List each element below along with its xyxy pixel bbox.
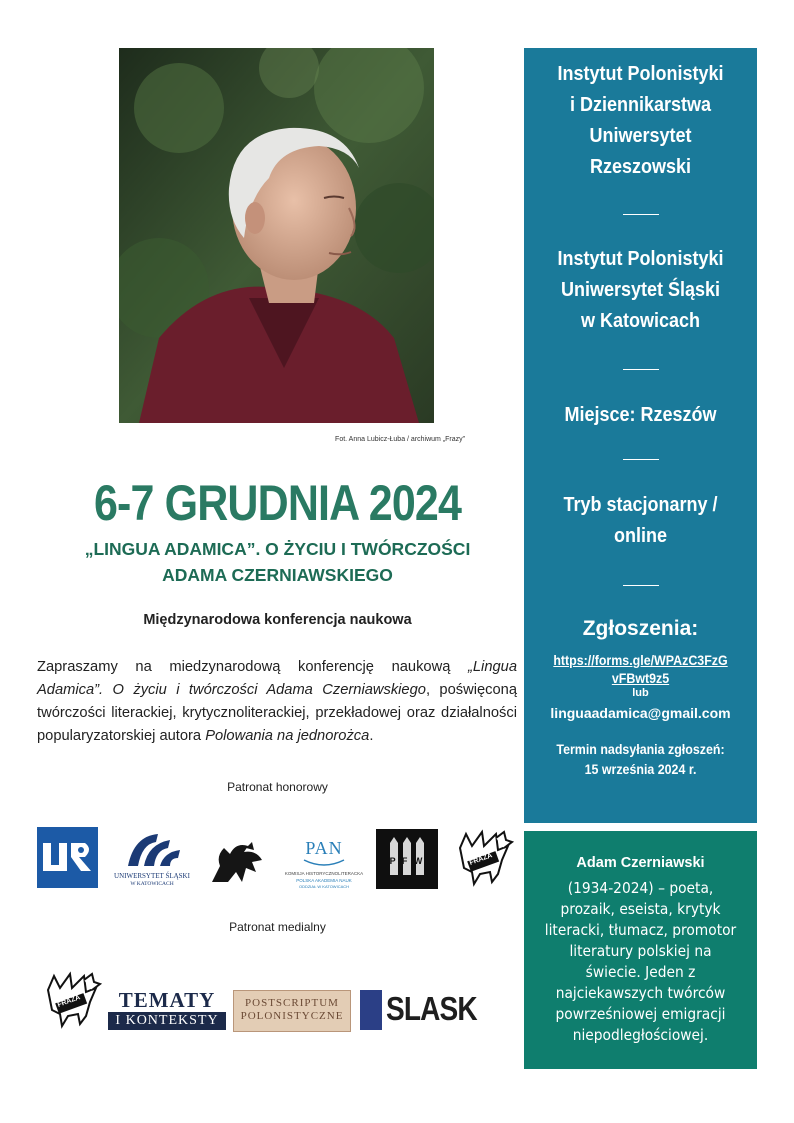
fraza-logo-text: FRAZA [56, 994, 82, 1009]
registration-heading: Zgłoszenia: [582, 617, 699, 640]
institute-rzeszow-line3: Uniwersytet [589, 125, 692, 147]
deadline-date: 15 września 2024 r. [584, 762, 697, 777]
attendance-mode [536, 490, 746, 552]
bio-name: Adam Czerniawski [576, 855, 705, 871]
portrait-illustration [119, 48, 434, 423]
attendance-mode-line1: Tryb stacjonarny / [563, 494, 718, 516]
griffin-logo [206, 838, 268, 888]
intro-paragraph [37, 656, 517, 748]
tematy-logo-line2: I KONTEKSTY [115, 1013, 219, 1028]
pan-logo-sub1: KOMISJA HISTORYCZNOLITERACKA [284, 871, 364, 876]
tematy-i-konteksty-logo [108, 988, 226, 1032]
ur-logo [37, 827, 98, 888]
deadline-label: Termin nadsyłania zgłoszeń: [556, 742, 725, 757]
venue: Miejsce: Rzeszów [564, 404, 717, 426]
pan-logo [280, 838, 368, 893]
intro-text-3: . [369, 728, 374, 744]
postscriptum-logo [233, 990, 351, 1032]
intro-title: „Lingua Adamica”. O życiu i twórczości Adama Czerniawskiego [37, 659, 517, 698]
divider [623, 585, 659, 586]
registration-link-line1[interactable]: https://forms.gle/WPAzC3FzG [553, 653, 728, 668]
bio-panel [524, 831, 757, 1069]
event-title-line1: „LINGUA ADAMICA”. O ŻYCIU I TWÓRCZOŚCI [84, 539, 471, 559]
event-subtitle: Międzynarodowa konferencja naukowa [143, 612, 412, 628]
institute-katowice-line3: w Katowicach [580, 310, 701, 332]
divider [623, 214, 659, 215]
intro-book-title: Polowania na jednorożca [205, 728, 370, 744]
registration-email[interactable]: linguaadamica@gmail.com [550, 705, 731, 721]
honorary-patronage-label: Patronat honorowy [227, 780, 328, 794]
registration-or: lub [632, 687, 649, 699]
pan-logo-title: PAN [305, 838, 343, 858]
media-patronage-label: Patronat medialny [229, 920, 326, 934]
pfw-logo-text: P F W [389, 856, 425, 866]
divider [623, 459, 659, 460]
institute-rzeszow-line1: Instytut Polonistyki [557, 63, 724, 85]
attendance-mode-line2: online [613, 525, 667, 547]
us-logo-line2: W KATOWICACH [130, 881, 174, 887]
intro-text-2: , poświęconą twórczości literackiej, krytycznoliterackiej, przekładowej oraz działalności popularyzatorskiej autora [37, 682, 517, 744]
institute-rzeszow [536, 59, 746, 183]
fraza-logo [452, 828, 514, 888]
intro-text-1: Zapraszamy na miedzynarodową konferencję naukową [37, 659, 468, 675]
photo-credit: Fot. Anna Lubicz-Łuba / archiwum „Frazy” [335, 436, 465, 443]
us-logo-line1: UNIWERSYTET ŚLĄSKI [114, 872, 190, 880]
portrait-photo [119, 48, 434, 423]
institute-katowice-line1: Instytut Polonistyki [557, 248, 724, 270]
divider [623, 369, 659, 370]
institute-rzeszow-line4: Rzeszowski [589, 156, 692, 178]
slask-logo [360, 990, 477, 1030]
bio-text: (1934-2024) – poeta, prozaik, eseista, krytyk literacki, tłumacz, promotor literatury polskiej na świecie. Jeden z najciekawszych twórców powrześniowej emigracji niepodległościowej. [544, 879, 737, 1044]
registration-form-link[interactable] [533, 652, 747, 688]
pfw-logo [376, 829, 438, 889]
institute-katowice-line2: Uniwersytet Śląski [560, 279, 721, 301]
event-title-line2: ADAMA CZERNIAWSKIEGO [162, 565, 393, 585]
pan-logo-sub2: POLSKA AKADEMIA NAUK [296, 878, 352, 883]
registration-link-line2[interactable]: vFBwt9z5 [611, 671, 670, 686]
event-date: 6-7 GRUDNIA 2024 [93, 475, 462, 531]
pan-logo-sub3: ODDZIAŁ W KATOWICACH [298, 884, 350, 889]
tematy-logo-line1: TEMATY [118, 988, 216, 1012]
institute-rzeszow-line2: i Dziennikarstwa [569, 94, 712, 116]
ps-logo-line2: POLONISTYCZNE [240, 1010, 344, 1022]
fraza-logo-text: FRAZA [468, 852, 494, 867]
info-panel [524, 48, 757, 823]
fraza-logo [40, 970, 102, 1030]
ps-logo-line1: POSTSCRIPTUM [245, 997, 339, 1009]
us-logo [108, 830, 196, 892]
institute-katowice [536, 244, 746, 337]
slask-logo-text: SLASK [386, 990, 477, 1027]
